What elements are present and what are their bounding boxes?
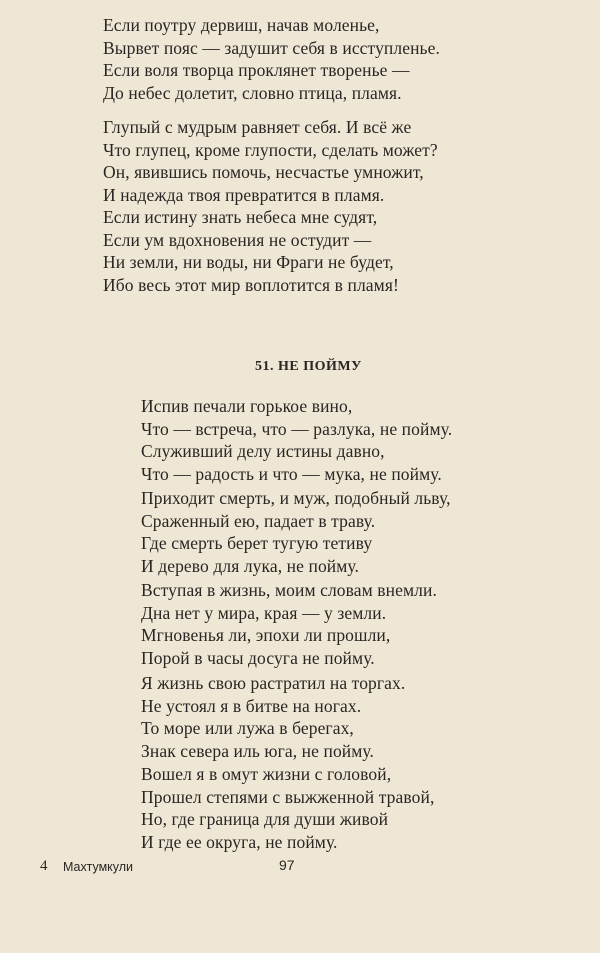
poem-line: И где ее округа, не пойму. [141, 831, 338, 852]
stanza [141, 487, 451, 577]
poem-line: Вырвет пояс — задушит себя в исступленье. [103, 37, 440, 58]
poem-line: Не устоял я в битве на ногах. [141, 695, 362, 716]
stanza [103, 14, 440, 104]
poem-line: Дна нет у мира, края — у земли. [141, 602, 387, 623]
stanza [141, 672, 405, 762]
poem-line: Прошел степями с выжженной травой, [141, 786, 435, 807]
poem-line: Если воля творца проклянет творенье — [103, 60, 410, 81]
poem-line: Служивший делу истины давно, [141, 441, 385, 462]
poem-line: Он, явившись помочь, несчастье умножит, [103, 162, 424, 183]
poem-line: Глупый с мудрым равняет себя. И всё же [103, 117, 412, 137]
poem-line: Если ум вдохновения не остудит — [103, 229, 372, 250]
poem-line: Мгновенья ли, эпохи ли прошли, [141, 625, 391, 646]
stanza [103, 116, 438, 206]
poem-line: И дерево для лука, не пойму. [141, 555, 360, 576]
stanza [103, 206, 399, 296]
poem-line: Ни земли, ни воды, ни Фраги не будет, [103, 252, 394, 273]
poem-line: Где смерть берет тугую тетиву [141, 533, 373, 554]
poem-line: Испив печали горькое вино, [141, 396, 353, 416]
poem-line: Сраженный ею, падает в траву. [141, 510, 376, 531]
poem-line: Вошел я в омут жизни с головой, [141, 764, 392, 784]
poem-line: То море или лужа в берегах, [141, 718, 354, 739]
poem-line: Но, где граница для души живой [141, 809, 389, 830]
page-number: 97 [279, 857, 295, 873]
poem-line: Ибо весь этот мир воплотится в пламя! [103, 274, 399, 295]
poem-line: Знак севера иль юга, не пойму. [141, 740, 375, 761]
poem-line: Что — встреча, что — разлука, не пойму. [141, 418, 453, 439]
poem-line: Порой в часы досуга не пойму. [141, 647, 375, 668]
footer-author: Махтумкули [63, 860, 134, 874]
poem-line: И надежда твоя превратится в пламя. [103, 184, 385, 205]
poem-line: Что глупец, кроме глупости, сделать может? [103, 139, 438, 160]
poem-line: Что — радость и что — мука, не пойму. [141, 463, 442, 484]
poem-line: Если поутру дервиш, начав моленье, [103, 15, 380, 35]
poem-title: 51. НЕ ПОЙМУ [255, 359, 362, 374]
signature-mark: 4 [40, 858, 48, 874]
poem-line: До небес долетит, словно птица, пламя. [103, 82, 402, 103]
poem-line: Если истину знать небеса мне судят, [103, 207, 378, 227]
stanza [141, 395, 452, 485]
stanza [141, 579, 437, 669]
stanza [141, 763, 434, 853]
poem-line: Вступая в жизнь, моим словам внемли. [141, 580, 437, 600]
poem-line: Приходит смерть, и муж, подобный льву, [141, 488, 451, 508]
poem-line: Я жизнь свою растратил на торгах. [141, 673, 406, 693]
